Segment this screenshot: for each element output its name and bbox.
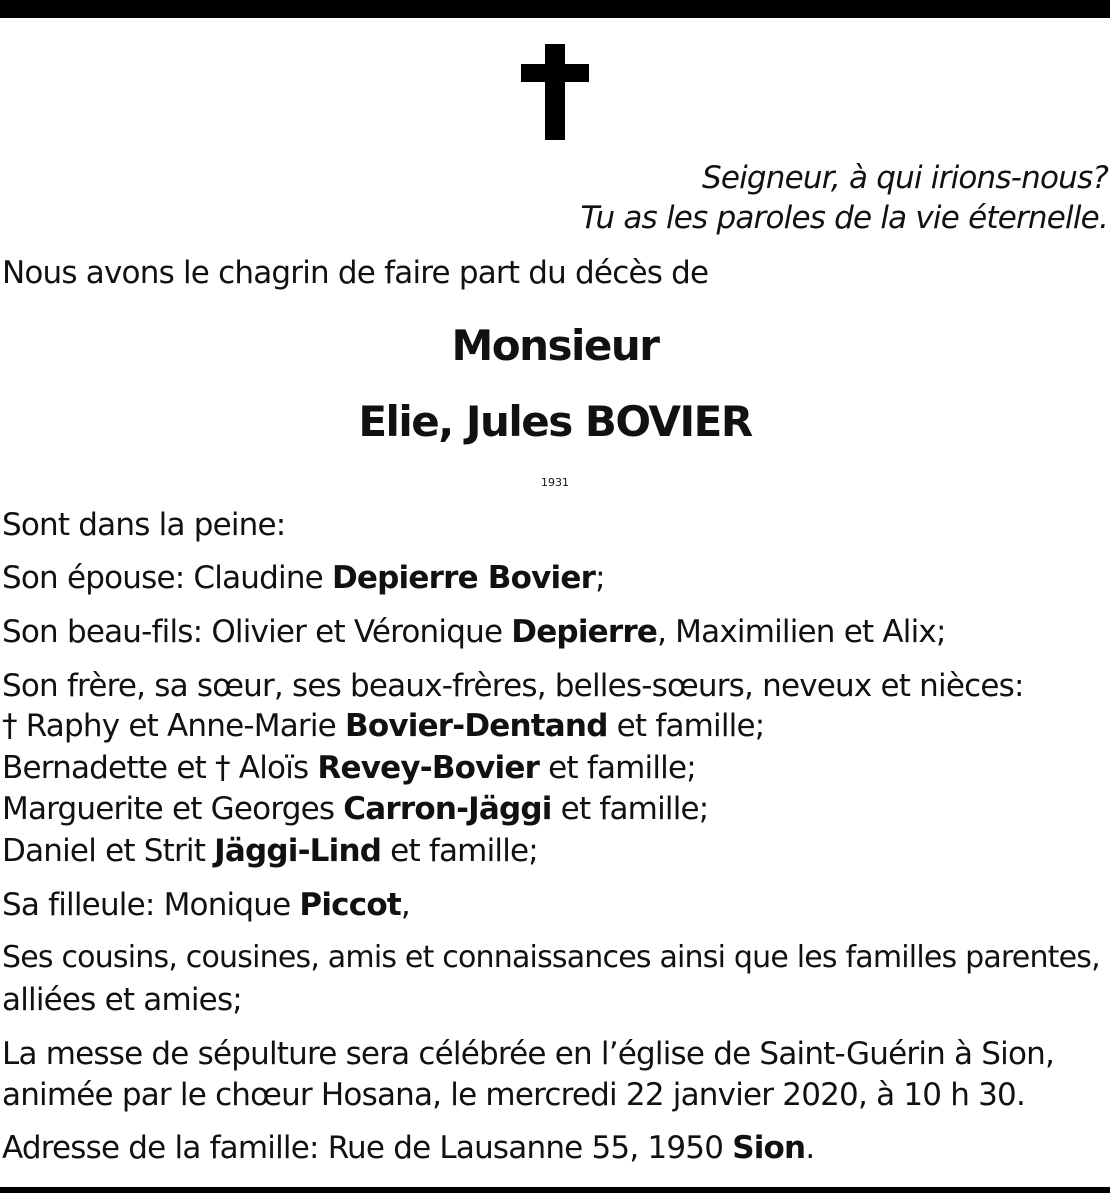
sibling-surname: Jäggi-Lind [214, 833, 382, 869]
intro-text: Nous avons le chagrin de faire part du décès de [2, 255, 709, 291]
verse-line-1: Seigneur, à qui irions-nous? [701, 160, 1108, 196]
top-border-rule [0, 0, 1110, 18]
sibling-line: Daniel et Strit Jäggi-Lind et famille; [2, 833, 538, 869]
sibling-line: Marguerite et Georges Carron-Jäggi et famille; [2, 791, 709, 827]
sibling-line: † Raphy et Anne-Marie Bovier-Dentand et famille; [2, 708, 765, 744]
others-line-1: Ses cousins, cousines, amis et connaissances ainsi que les familles parentes, [2, 940, 1100, 975]
sibling-surname: Carron-Jäggi [343, 791, 552, 827]
others-line-2: alliées et amies; [2, 982, 242, 1018]
ceremony-line-1: La messe de sépulture sera célébrée en l’église de Saint-Guérin à Sion, [2, 1036, 1055, 1072]
sibling-surname: Bovier-Dentand [345, 708, 608, 744]
sibling-surname: Revey-Bovier [317, 750, 540, 786]
address-city: Sion [732, 1130, 806, 1166]
family-address: Adresse de la famille: Rue de Lausanne 55, 1950 Sion. [2, 1130, 815, 1166]
deceased-birth-year: 1931 [541, 476, 569, 489]
deceased-honorific: Monsieur [451, 321, 659, 370]
goddaughter-line: Sa filleule: Monique Piccot, [2, 887, 410, 923]
spouse-surname: Depierre Bovier [332, 560, 596, 596]
spouse-line: Son épouse: Claudine Depierre Bovier; [2, 560, 605, 596]
sibling-line: Bernadette et † Aloïs Revey-Bovier et famille; [2, 750, 696, 786]
mourners-heading: Sont dans la peine: [2, 507, 286, 543]
stepson-line: Son beau-fils: Olivier et Véronique Depierre, Maximilien et Alix; [2, 614, 946, 650]
goddaughter-surname: Piccot [299, 887, 401, 923]
verse-line-2: Tu as les paroles de la vie éternelle. [580, 200, 1108, 236]
siblings-heading: Son frère, sa sœur, ses beaux-frères, belles-sœurs, neveux et nièces: [2, 668, 1024, 704]
stepson-surname: Depierre [511, 614, 658, 650]
bible-verse [580, 158, 1108, 238]
bottom-border-rule [0, 1187, 1110, 1193]
ceremony-line-2: animée par le chœur Hosana, le mercredi 22 janvier 2020, à 10 h 30. [2, 1077, 1026, 1113]
cross-icon [521, 44, 589, 140]
deceased-name: Elie, Jules BOVIER [358, 397, 752, 446]
